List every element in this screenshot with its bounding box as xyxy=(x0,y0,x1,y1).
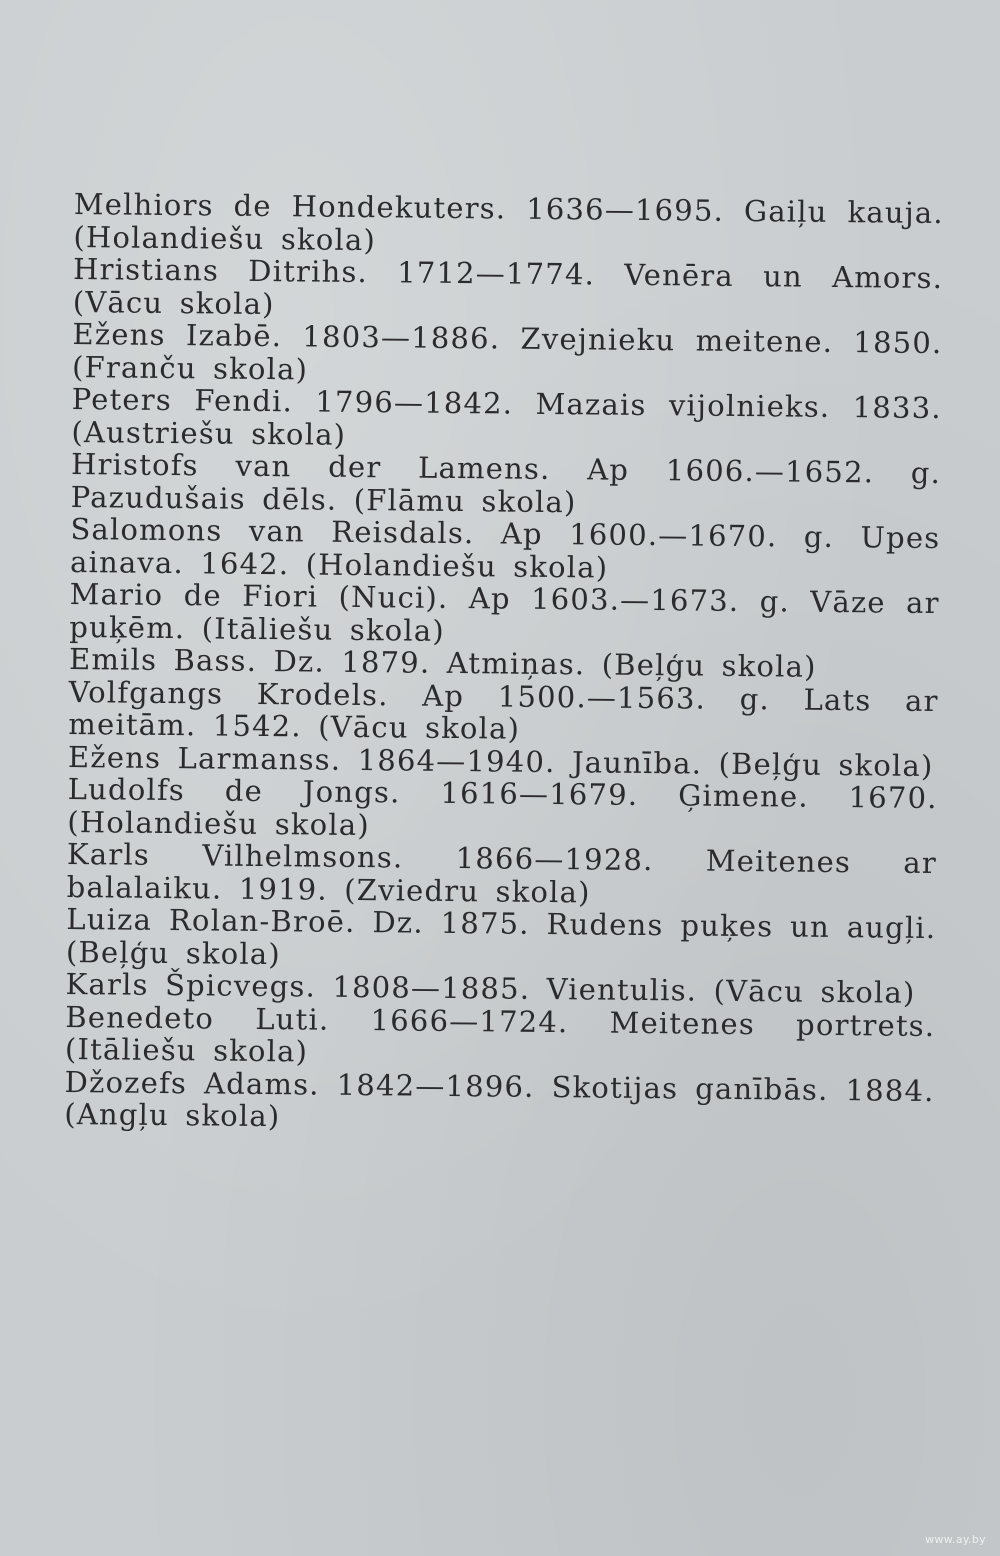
list-item: Volfgangs Krodels. Ap 1500.—1563. g. Lats ar meitām. 1542. (Vācu skola) xyxy=(68,674,939,746)
list-item: Karls Špicvegs. 1808—1885. Vientulis. (Vācu skola) xyxy=(65,966,916,1010)
list-item: Hristians Ditrihs. 1712—1774. Venēra un Amors. (Vācu skola) xyxy=(72,251,944,321)
list-item: Luiza Rolan-Broē. Dz. 1875. Rudens puķes un augļi. (Beļģu skola) xyxy=(65,901,937,971)
list-item: Karls Vilhelmsons. 1866—1928. Meitenes ar balalaiku. 1919. (Zviedru skola) xyxy=(66,836,938,909)
site-watermark: www.ay.by xyxy=(925,1533,986,1546)
list-item: Salomons van Reisdals. Ap 1600.—1670. g. Upes ainava. 1642. (Holandiešu skola) xyxy=(69,511,941,585)
list-item: Ežens Izabē. 1803—1886. Zvejnieku meitene. 1850. (Franču skola) xyxy=(71,316,943,386)
list-item: Emils Bass. Dz. 1879. Atmiņas. (Beļģu skola) xyxy=(68,641,817,684)
list-item: Džozefs Adams. 1842—1896. Skotijas ganībās. 1884. (Angļu skola) xyxy=(64,1064,935,1134)
list-item: Melhiors de Hondekuters. 1636—1695. Gaiļu kauja. (Holandiešu skola) xyxy=(73,187,944,257)
list-item: Hristofs van der Lamens. Ap 1606.—1652. g. Pazudušais dēls. (Flāmu skola) xyxy=(70,446,942,519)
list-item: Peters Fendi. 1796—1842. Mazais vijolnieks. 1833. (Austriešu skola) xyxy=(71,381,942,452)
list-item: Mario de Fiori (Nuci). Ap 1603.—1673. g. Vāze ar puķēm. (Itāliešu skola) xyxy=(69,576,940,648)
painting-list xyxy=(64,188,944,1140)
list-item: Ežens Larmanss. 1864—1940. Jaunība. (Beļģu skola) xyxy=(67,739,934,783)
list-item: Ludolfs de Jongs. 1616—1679. Ģimene. 1670. (Holandiešu skola) xyxy=(67,771,938,842)
list-item: Benedeto Luti. 1666—1724. Meitenes portrets. (Itāliešu skola) xyxy=(64,999,936,1069)
